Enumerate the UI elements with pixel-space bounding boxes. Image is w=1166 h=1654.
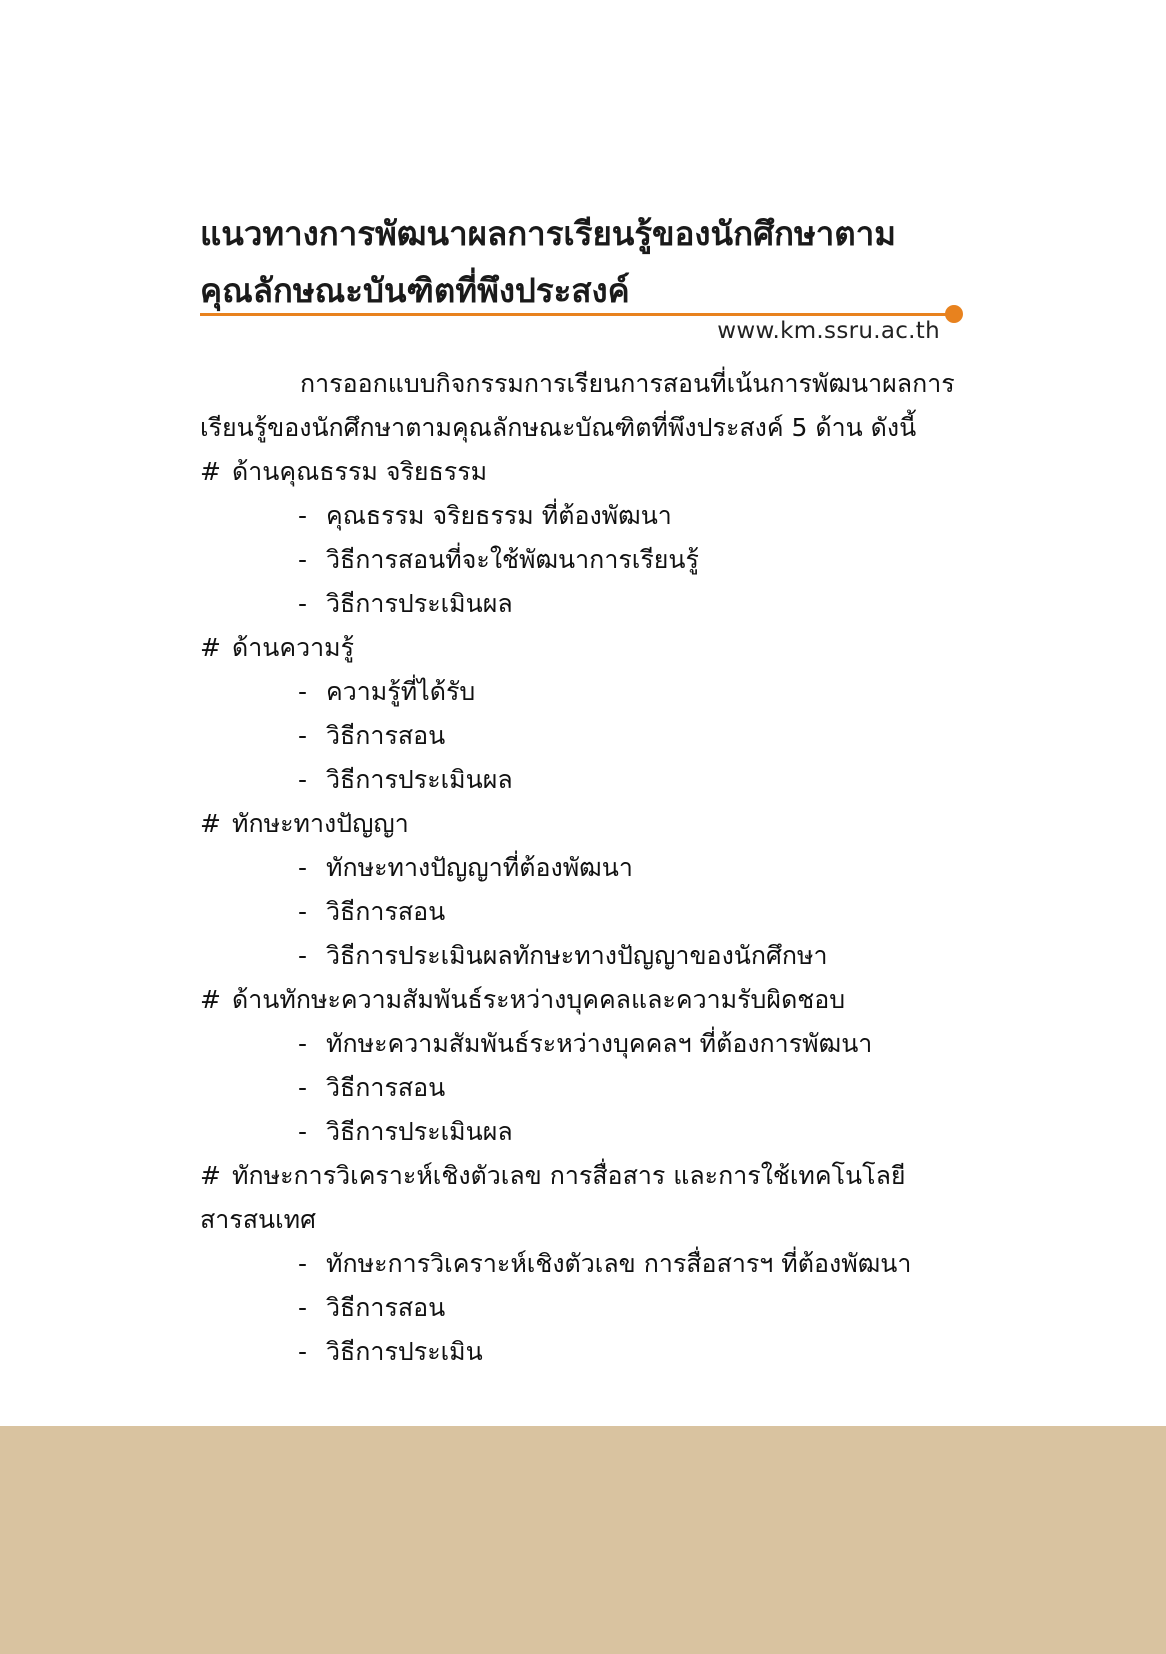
dash-marker: - bbox=[298, 1073, 308, 1102]
dash-marker: - bbox=[298, 501, 308, 530]
dash-marker: - bbox=[298, 1029, 308, 1058]
section-knowledge bbox=[200, 626, 970, 802]
section-title-text: ทักษะการวิเคราะห์เชิงตัวเลข การสื่อสาร และการใช้เทคโนโลยีสารสนเทศ bbox=[200, 1161, 906, 1234]
intro-text: การออกแบบกิจกรรมการเรียนการสอนที่เน้นการพัฒนาผลการเรียนรู้ของนักศึกษาตามคุณลักษณะบัณฑิตที่พึงประสงค์ 5 ด้าน ดังนี้ bbox=[200, 369, 955, 442]
dash-marker: - bbox=[298, 897, 308, 926]
hash-marker: # bbox=[200, 985, 221, 1014]
section-title-text: ด้านคุณธรรม จริยธรรม bbox=[232, 457, 488, 486]
title-underline bbox=[200, 313, 950, 316]
dash-marker: - bbox=[298, 545, 308, 574]
list-item-text: ความรู้ที่ได้รับ bbox=[326, 677, 476, 706]
title-line-1: แนวทางการพัฒนาผลการเรียนรู้ของนักศึกษาตาม bbox=[200, 214, 897, 253]
list-item bbox=[200, 846, 970, 890]
section-title-text: ด้านทักษะความสัมพันธ์ระหว่างบุคคลและความรับผิดชอบ bbox=[232, 985, 846, 1014]
list-item-text: วิธีการประเมินผล bbox=[326, 765, 513, 794]
dash-marker: - bbox=[298, 1337, 308, 1366]
list-item-text: วิธีการสอน bbox=[326, 721, 446, 750]
section-heading bbox=[200, 1154, 970, 1242]
list-item-text: วิธีการสอน bbox=[326, 1073, 446, 1102]
list-item bbox=[200, 890, 970, 934]
section-interpersonal-skills bbox=[200, 978, 970, 1154]
list-item bbox=[200, 1110, 970, 1154]
list-item-text: คุณธรรม จริยธรรม ที่ต้องพัฒนา bbox=[326, 501, 672, 530]
website-url: www.km.ssru.ac.th bbox=[717, 318, 940, 344]
list-item bbox=[200, 758, 970, 802]
list-item-text: วิธีการสอนที่จะใช้พัฒนาการเรียนรู้ bbox=[326, 545, 699, 574]
list-item bbox=[200, 1286, 970, 1330]
list-item bbox=[200, 1066, 970, 1110]
hash-marker: # bbox=[200, 457, 221, 486]
list-item-text: วิธีการสอน bbox=[326, 897, 446, 926]
list-item-text: วิธีการประเมินผล bbox=[326, 589, 513, 618]
list-item-text: ทักษะทางปัญญาที่ต้องพัฒนา bbox=[326, 853, 633, 882]
section-heading bbox=[200, 978, 970, 1022]
dash-marker: - bbox=[298, 1117, 308, 1146]
intro-paragraph bbox=[200, 362, 970, 450]
underline-dot bbox=[945, 305, 963, 323]
section-items bbox=[200, 1022, 970, 1154]
section-ethics bbox=[200, 450, 970, 626]
dash-marker: - bbox=[298, 721, 308, 750]
section-items bbox=[200, 846, 970, 978]
section-items bbox=[200, 670, 970, 802]
hash-marker: # bbox=[200, 1161, 221, 1190]
list-item-text: วิธีการประเมิน bbox=[326, 1337, 483, 1366]
dash-marker: - bbox=[298, 941, 308, 970]
section-heading bbox=[200, 802, 970, 846]
hash-marker: # bbox=[200, 633, 221, 662]
list-item bbox=[200, 538, 970, 582]
list-item bbox=[200, 714, 970, 758]
body-content bbox=[200, 362, 970, 1374]
list-item-text: วิธีการประเมินผล bbox=[326, 1117, 513, 1146]
section-items bbox=[200, 494, 970, 626]
dash-marker: - bbox=[298, 1293, 308, 1322]
dash-marker: - bbox=[298, 765, 308, 794]
section-items bbox=[200, 1242, 970, 1374]
list-item-text: ทักษะการวิเคราะห์เชิงตัวเลข การสื่อสารฯ ที่ต้องพัฒนา bbox=[326, 1249, 912, 1278]
list-item-text: วิธีการสอน bbox=[326, 1293, 446, 1322]
dash-marker: - bbox=[298, 677, 308, 706]
section-cognitive-skills bbox=[200, 802, 970, 978]
list-item bbox=[200, 1330, 970, 1374]
dash-marker: - bbox=[298, 853, 308, 882]
list-item bbox=[200, 1242, 970, 1286]
list-item-text: ทักษะความสัมพันธ์ระหว่างบุคคลฯ ที่ต้องการพัฒนา bbox=[326, 1029, 873, 1058]
list-item bbox=[200, 1022, 970, 1066]
section-title-text: ด้านความรู้ bbox=[232, 633, 355, 662]
list-item bbox=[200, 670, 970, 714]
section-heading bbox=[200, 450, 970, 494]
list-item bbox=[200, 582, 970, 626]
hash-marker: # bbox=[200, 809, 221, 838]
section-numerical-communication-it bbox=[200, 1154, 970, 1374]
section-heading bbox=[200, 626, 970, 670]
footer-band bbox=[0, 1426, 1166, 1654]
page-title bbox=[200, 205, 980, 319]
list-item bbox=[200, 494, 970, 538]
title-line-2: คุณลักษณะบันฑิตที่พึงประสงค์ bbox=[200, 271, 630, 310]
dash-marker: - bbox=[298, 1249, 308, 1278]
list-item bbox=[200, 934, 970, 978]
list-item-text: วิธีการประเมินผลทักษะทางปัญญาของนักศึกษา bbox=[326, 941, 828, 970]
dash-marker: - bbox=[298, 589, 308, 618]
section-title-text: ทักษะทางปัญญา bbox=[232, 809, 409, 838]
